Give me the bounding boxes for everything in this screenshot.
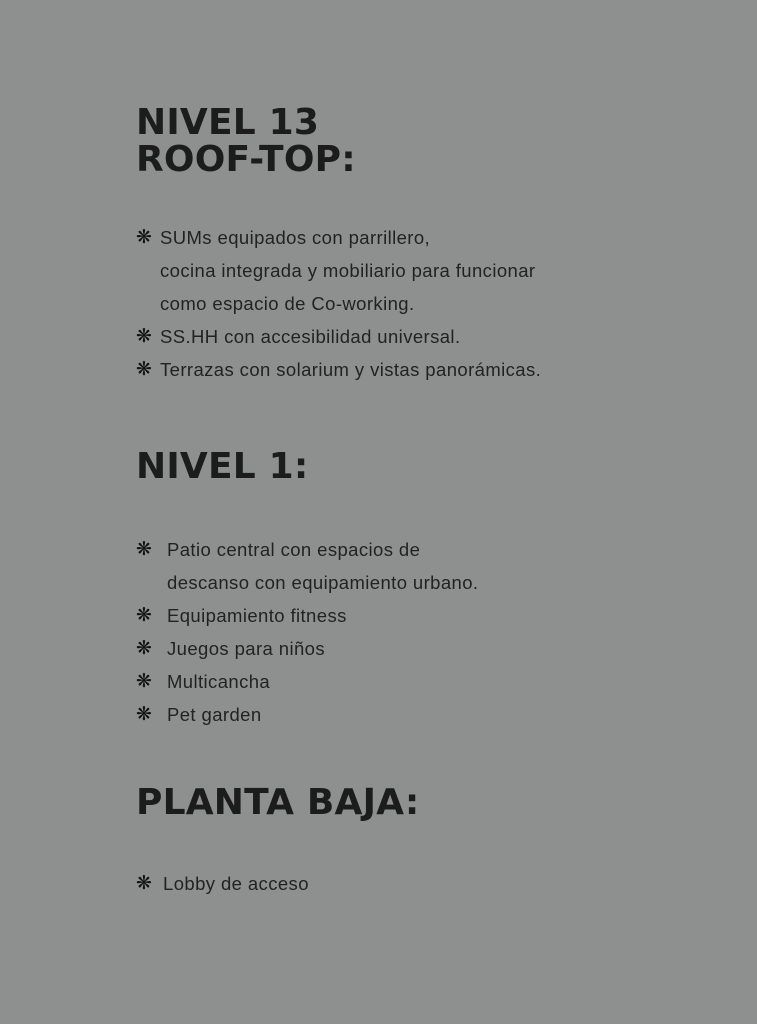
list-item: [136, 353, 736, 386]
item-text: como espacio de Co-working.: [160, 293, 415, 314]
asterisk-bullet-icon: ❋: [136, 359, 153, 380]
section-heading: [136, 448, 736, 485]
asterisk-bullet-icon: ❋: [136, 326, 153, 347]
item-text: Patio central con espacios de: [167, 539, 421, 560]
amenities-list: [136, 533, 736, 731]
asterisk-bullet-icon: ❋: [136, 704, 153, 725]
item-text: Lobby de acceso: [163, 873, 309, 894]
section-planta-baja: [136, 784, 736, 900]
item-text: Equipamiento fitness: [167, 605, 347, 626]
item-text: SS.HH con accesibilidad universal.: [160, 326, 461, 347]
item-text: descanso con equipamiento urbano.: [167, 572, 479, 593]
asterisk-bullet-icon: ❋: [136, 873, 153, 894]
heading-line: NIVEL 13: [136, 102, 320, 143]
list-item: [136, 320, 736, 353]
list-item: [136, 221, 736, 320]
asterisk-bullet-icon: ❋: [136, 638, 153, 659]
list-item: [136, 665, 736, 698]
list-item: [136, 599, 736, 632]
heading-line: PLANTA BAJA:: [136, 782, 420, 823]
amenities-list: [136, 867, 736, 900]
asterisk-bullet-icon: ❋: [136, 605, 153, 626]
list-item: [136, 867, 736, 900]
section-heading: [136, 104, 736, 178]
section-nivel-1: [136, 448, 736, 731]
item-text: Multicancha: [167, 671, 271, 692]
amenities-list: [136, 221, 736, 386]
asterisk-bullet-icon: ❋: [136, 671, 153, 692]
list-item: [136, 632, 736, 665]
asterisk-bullet-icon: ❋: [136, 227, 153, 248]
heading-line: ROOF-TOP:: [136, 139, 356, 180]
item-text: SUMs equipados con parrillero,: [160, 227, 431, 248]
section-heading: [136, 784, 736, 821]
list-item: [136, 698, 736, 731]
item-text: Terrazas con solarium y vistas panorámicas.: [160, 359, 542, 380]
heading-line: NIVEL 1:: [136, 446, 309, 487]
item-text: Juegos para niños: [167, 638, 325, 659]
section-roof-top: [136, 104, 736, 386]
list-item: [136, 533, 736, 599]
item-text: cocina integrada y mobiliario para funcionar: [160, 260, 536, 281]
item-text: Pet garden: [167, 704, 262, 725]
asterisk-bullet-icon: ❋: [136, 539, 153, 560]
